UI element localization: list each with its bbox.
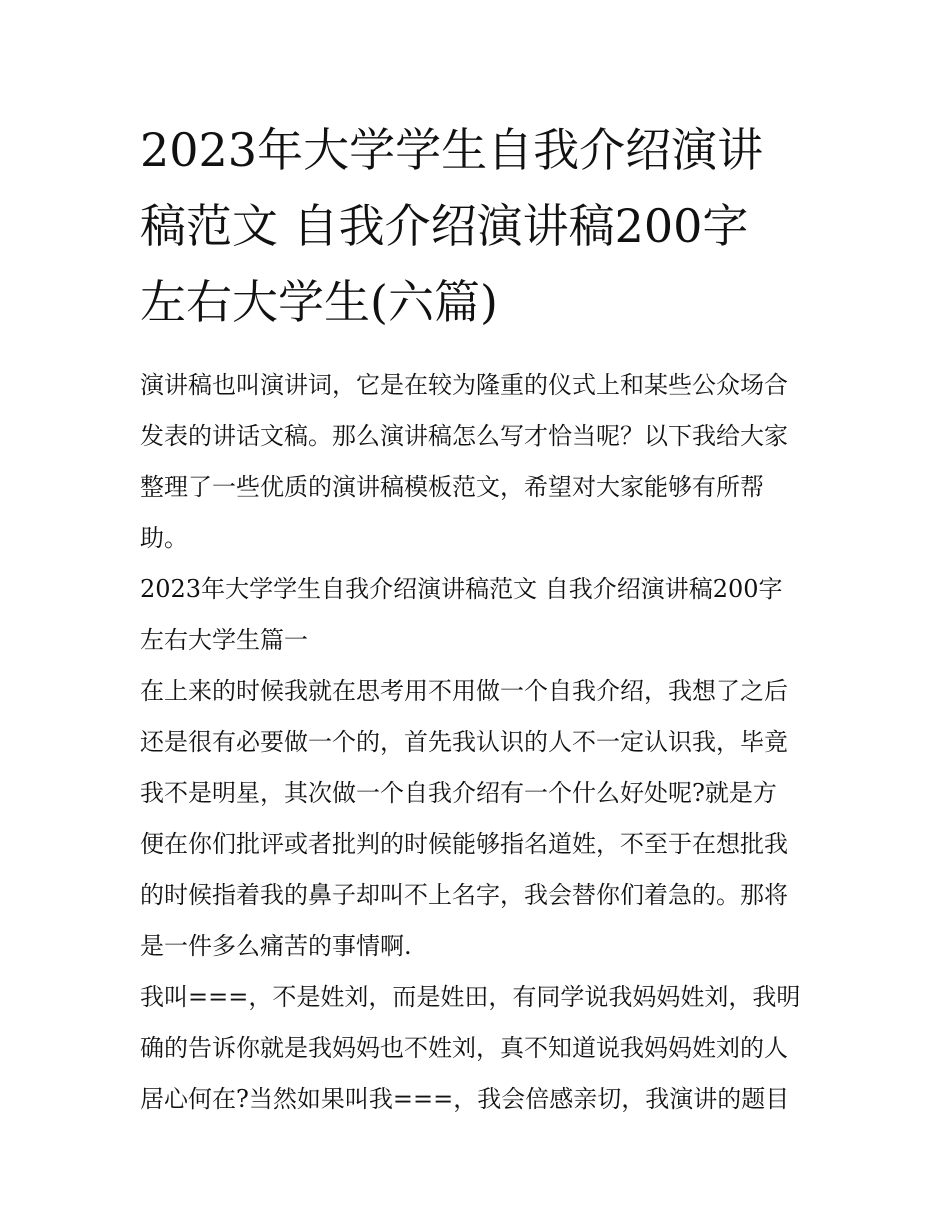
intro-paragraph	[140, 360, 815, 564]
text-line: 还是很有必要做一个的，首先我认识的人不一定认识我，毕竟	[140, 728, 788, 756]
title-line: 左右大学生(六篇)	[140, 275, 498, 329]
text-line: 我叫===，不是姓刘，而是姓田，有同学说我妈妈姓刘，我明	[140, 983, 801, 1011]
text-line: 在上来的时候我就在思考用不用做一个自我介绍，我想了之后	[140, 677, 788, 705]
text-line: 居心何在?当然如果叫我===，我会倍感亲切，我演讲的题目	[140, 1085, 790, 1113]
section-heading	[140, 564, 815, 666]
title-line: 稿范文 自我介绍演讲稿200字	[140, 199, 749, 253]
text-line: 确的告诉你就是我妈妈也不姓刘，真不知道说我妈妈姓刘的人	[140, 1034, 788, 1062]
body-paragraph	[140, 972, 815, 1125]
text-line: 整理了一些优质的演讲稿模板范文，希望对大家能够有所帮	[140, 473, 764, 501]
document-page	[140, 112, 815, 1125]
title-line: 2023年大学学生自我介绍演讲	[140, 123, 764, 177]
document-body	[140, 360, 815, 1125]
document-title	[140, 112, 815, 340]
text-line: 是一件多么痛苦的事情啊.	[140, 932, 412, 960]
text-line: 的时候指着我的鼻子却叫不上名字，我会替你们着急的。那将	[140, 881, 788, 909]
text-line: 演讲稿也叫演讲词，它是在较为隆重的仪式上和某些公众场合	[140, 371, 788, 399]
text-line: 左右大学生篇一	[140, 626, 308, 654]
text-line: 便在你们批评或者批判的时候能够指名道姓，不至于在想批我	[140, 830, 788, 858]
text-line: 发表的讲话文稿。那么演讲稿怎么写才恰当呢？以下我给大家	[140, 422, 788, 450]
text-line: 2023年大学学生自我介绍演讲稿范文 自我介绍演讲稿200字	[140, 575, 783, 603]
text-line: 助。	[140, 524, 188, 552]
body-paragraph	[140, 666, 815, 972]
text-line: 我不是明星，其次做一个自我介绍有一个什么好处呢?就是方	[140, 779, 777, 807]
